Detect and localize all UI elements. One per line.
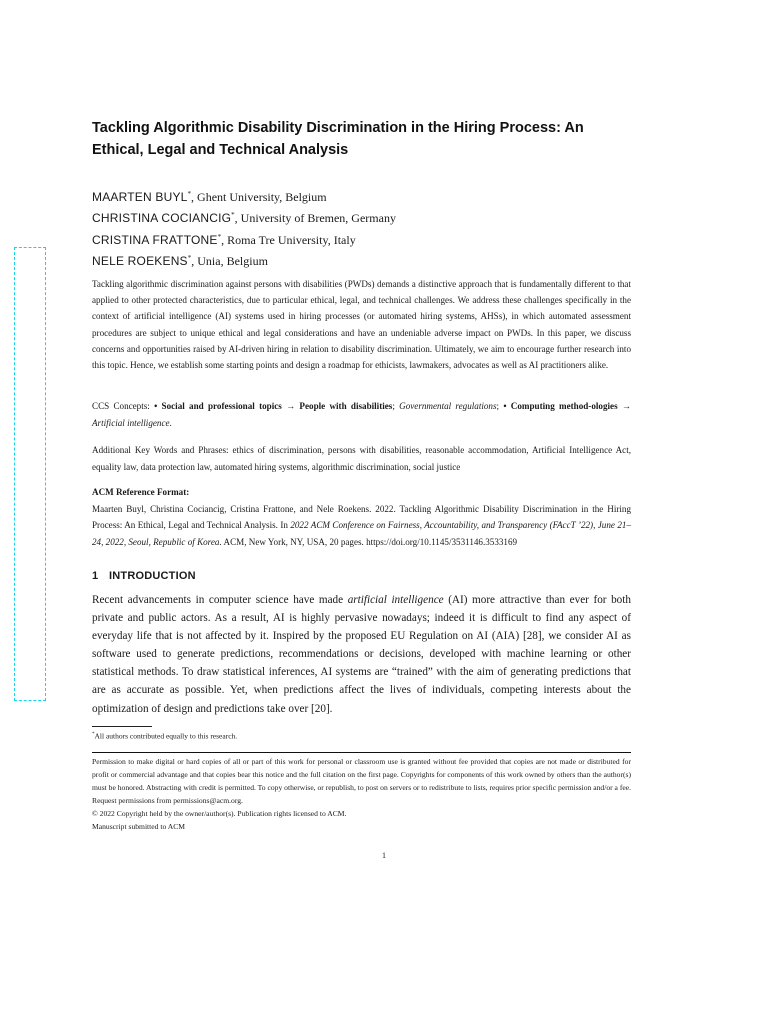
author-affiliation: , Roma Tre University, Italy xyxy=(221,233,356,247)
page-number: 1 xyxy=(382,851,386,860)
author-mark: * xyxy=(231,211,235,219)
author-affiliation: , Unia, Belgium xyxy=(191,254,268,268)
author-3 xyxy=(92,230,356,247)
intro-paragraph xyxy=(92,591,631,718)
keywords: Additional Key Words and Phrases: ethics of discrimination, persons with disabilities, reasonable accommodation, Artificial Intelligence Act, equality law, data protection law, automated hiring systems, algorithmic discrimination, social justice xyxy=(92,445,631,472)
ccs-concepts xyxy=(92,398,631,431)
permission-text: Permission to make digital or hard copies of all or part of this work for personal or classroom use is granted without fee provided that copies are not made or distributed for profit or commercial advantage and that copies bear this notice and the full citation on the first page. Copyrights for components of this work owned by others than the author(s) must be honored. Abstracting with credit is permitted. To copy otherwise, or republish, to post on servers or to redistribute to lists, requires prior specific permission and/or a fee. Request permissions from permissions@acm.org. xyxy=(92,757,631,805)
ccs-item: Governmental regulations xyxy=(399,401,497,411)
author-name: NELE ROEKENS xyxy=(92,254,188,268)
section-title: INTRODUCTION xyxy=(109,570,196,582)
author-name: CHRISTINA COCIANCIG xyxy=(92,211,232,225)
author-2 xyxy=(92,208,396,225)
footnote-text: All authors contributed equally to this research. xyxy=(94,731,238,741)
permission-block xyxy=(92,755,631,833)
manuscript-line: Manuscript submitted to ACM xyxy=(92,822,186,831)
author-mark: * xyxy=(187,254,192,262)
ccs-item: Artificial intelligence xyxy=(92,417,170,428)
ccs-separator: ; xyxy=(496,401,504,411)
body-text: Recent advancements in computer science have made xyxy=(92,594,348,606)
author-name: MAARTEN BUYL xyxy=(92,190,188,204)
ccs-bullet-1: • Social and professional topics → People with disabilities xyxy=(154,401,393,411)
section-heading xyxy=(92,570,196,582)
selection-outline xyxy=(14,247,46,701)
acm-reference xyxy=(92,484,631,550)
author-affiliation: , University of Bremen, Germany xyxy=(234,211,396,225)
section-number: 1 xyxy=(92,570,99,582)
body-text-continued: (AI) more attractive than ever for both private and public actors. As a result, AI is highly pervasive nowadays; indeed it is difficult to find any aspect of everyday life that is not affected by it. Inspired by the proposed EU Regulation on AI (AIA) [28], we consider AI as software used to generate predictions, recommendations or decisions, developed with machine learning or other statistical methods. To draw statistical inferences, AI systems are “trained” with the aim of generating predictions that are as accurate as possible. Yet, when predictions affect the lives of individuals, competing interests about the optimization of design and predictions take over [20]. xyxy=(92,594,631,715)
reference-text-end: ACM, New York, NY, USA, 20 pages. https://doi.org/10.1145/3531146.3533169 xyxy=(221,536,518,547)
body-emphasis: artificial intelligence xyxy=(347,594,444,606)
author-4 xyxy=(92,251,268,268)
footnote-mark: * xyxy=(92,732,95,737)
ccs-label: CCS Concepts: xyxy=(92,401,155,411)
abstract: Tackling algorithmic discrimination against persons with disabilities (PWDs) demands a distinctive approach that is fundamentally different to that applied to other protected characteristics, due to particular ethical, legal, and technical challenges. We address these challenges specifically in the context of artificial intelligence (AI) systems used in hiring processes (or automated hiring systems, AHSs), in which automated assessment procedures are subject to unique ethical and legal considerations and have an undeniable adverse impact on PWDs. In this paper, we discuss concerns and opportunities raised by AI-driven hiring in relation to disability discrimination. Ultimately, we aim to encourage further research into this topic. Hence, we establish some starting points and design a roadmap for ethicists, lawmakers, advocates as well as AI practitioners alike. xyxy=(92,279,631,371)
author-name: CRISTINA FRATTONE xyxy=(92,233,218,247)
author-mark: * xyxy=(217,233,222,241)
author-affiliation: , Ghent University, Belgium xyxy=(191,190,327,204)
reference-text: Maarten Buyl, Christina Cociancig, Cristina Frattone, and Nele Roekens. 2022. Tackling Algorithmic Disability Discrimination in the Hiring Process: An Ethical, Legal and Technical Analysis. In xyxy=(92,503,631,530)
author-1 xyxy=(92,187,327,204)
ccs-end: . xyxy=(169,417,172,428)
paper-title: Tackling Algorithmic Disability Discrimination in the Hiring Process: An Ethical, Legal and Technical Analysis xyxy=(92,120,584,158)
permission-rule xyxy=(92,752,631,753)
footnote-rule xyxy=(92,726,152,727)
copyright-line: © 2022 Copyright held by the owner/author(s). Publication rights licensed to ACM. xyxy=(92,809,347,818)
ccs-arrow: → xyxy=(617,401,631,411)
ccs-bullet-2: • Computing method-ologies xyxy=(503,401,618,411)
ccs-separator: ; xyxy=(392,401,400,411)
author-mark: * xyxy=(187,190,192,198)
reference-venue: 2022 ACM Conference on Fairness, Accountability, and Transparency (FAccT ’22), June 21–24, 2022, Seoul, Republic of Korea. xyxy=(92,520,631,547)
reference-heading: ACM Reference Format: xyxy=(92,487,190,497)
footnote xyxy=(92,729,237,742)
